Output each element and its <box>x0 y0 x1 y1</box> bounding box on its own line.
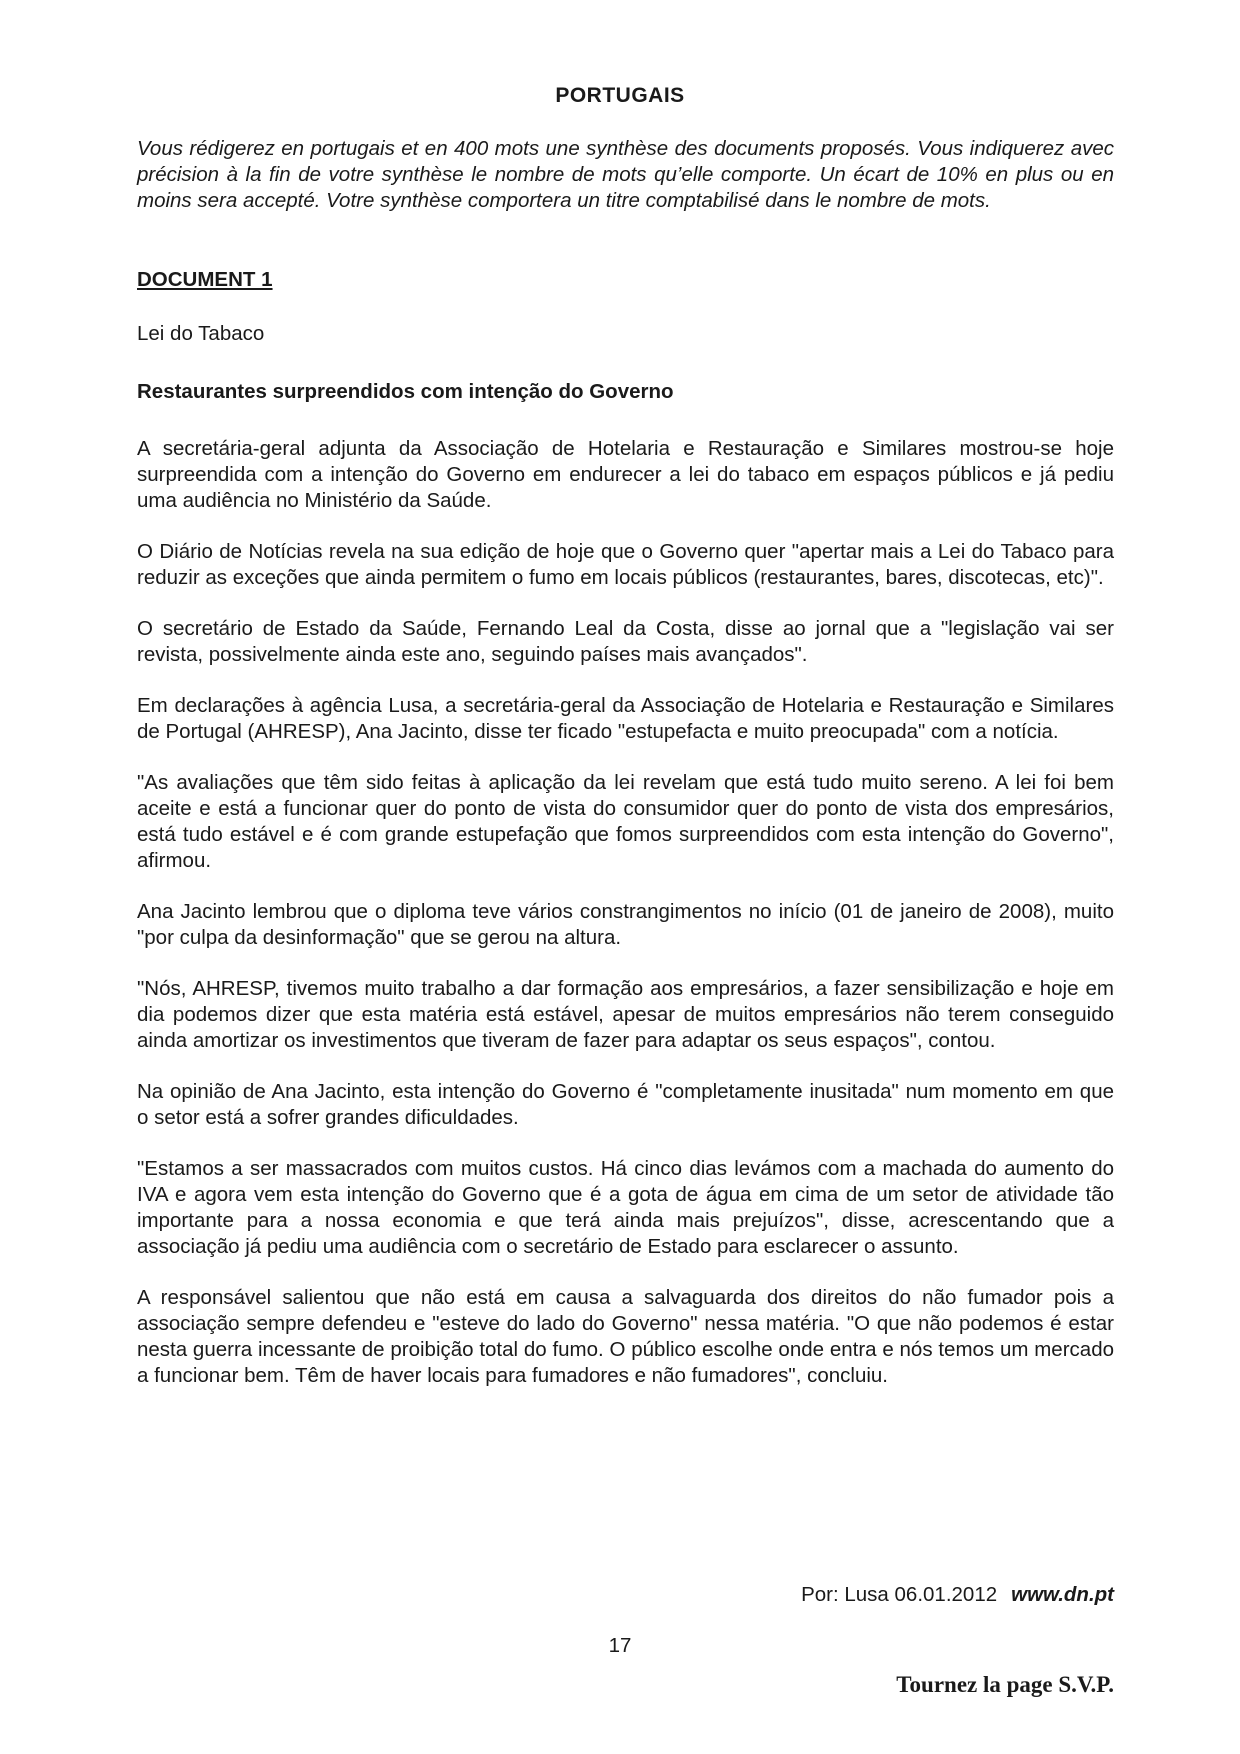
article-body <box>137 436 1114 1414</box>
article-paragraph: "Nós, AHRESP, tivemos muito trabalho a dar formação aos empresários, a fazer sensibilização e hoje em dia podemos dizer que esta matéria está estável, apesar de muitos empresários não terem conseguido ainda amortizar os investimentos que tiveram de fazer para adaptar os seus espaços", contou. <box>137 977 1114 1052</box>
article-paragraph: "As avaliações que têm sido feitas à aplicação da lei revelam que está tudo muito sereno. A lei foi bem aceite e está a funcionar quer do ponto de vista do consumidor quer do ponto de vista dos empresários, está tudo estável e é com grande estupefação que fomos surpreendidos com esta intenção do Governo", afirmou. <box>137 771 1114 872</box>
article-paragraph: A secretária-geral adjunta da Associação de Hotelaria e Restauração e Similares mostrou-se hoje surpreendida com a intenção do Governo em endurecer a lei do tabaco em espaços públicos e já pediu uma audiência no Ministério da Saúde. <box>137 437 1114 512</box>
article-paragraph: Na opinião de Ana Jacinto, esta intenção do Governo é "completamente inusitada" num momento em que o setor está a sofrer grandes dificuldades. <box>137 1080 1114 1129</box>
page-number: 17 <box>608 1634 632 1657</box>
article-paragraph: "Estamos a ser massacrados com muitos custos. Há cinco dias levámos com a machada do aumento do IVA e agora vem esta intenção do Governo que é a gota de água em cima de um setor de atividade tão importante para a nossa economia e que terá ainda mais prejuízos", disse, acrescentando que a associação já pediu uma audiência com o secretário de Estado para esclarecer o assunto. <box>137 1157 1114 1258</box>
page-title: PORTUGAIS <box>555 84 685 107</box>
article-paragraph: O Diário de Notícias revela na sua edição de hoje que o Governo quer "apertar mais a Lei do Tabaco para reduzir as exceções que ainda permitem o fumo em locais públicos (restaurantes, bares, discotecas, etc)". <box>137 540 1114 589</box>
article-paragraph: A responsável salientou que não está em causa a salvaguarda dos direitos do não fumador pois a associação sempre defendeu e "esteve do lado do Governo" nessa matéria. "O que não podemos é estar nesta guerra incessante de proibição total do fumo. O público escolhe onde entra e nós temos um mercado a funcionar bem. Têm de haver locais para fumadores e não fumadores", concluiu. <box>137 1286 1114 1387</box>
document-label: DOCUMENT 1 <box>137 268 273 291</box>
article-paragraph: O secretário de Estado da Saúde, Fernando Leal da Costa, disse ao jornal que a "legislação vai ser revista, possivelmente ainda este ano, seguindo países mais avançados". <box>137 617 1114 666</box>
source-url: www.dn.pt <box>1011 1583 1114 1606</box>
article-paragraph: Ana Jacinto lembrou que o diploma teve vários constrangimentos no início (01 de janeiro de 2008), muito "por culpa da desinformação" que se gerou na altura. <box>137 900 1114 949</box>
instructions-text: Vous rédigerez en portugais et en 400 mots une synthèse des documents proposés. Vous indiquerez avec précision à la fin de votre synthèse le nombre de mots qu’elle comporte. Un écart de 10% en plus ou en moins sera accepté. Votre synthèse comportera un titre comptabilisé dans le nombre de mots. <box>137 137 1114 212</box>
byline-text: Por: Lusa 06.01.2012 <box>801 1583 998 1606</box>
article-headline: Restaurantes surpreendidos com intenção do Governo <box>137 380 674 403</box>
article-byline <box>801 1583 1114 1607</box>
document-subject: Lei do Tabaco <box>137 322 265 345</box>
article-paragraph: Em declarações à agência Lusa, a secretária-geral da Associação de Hotelaria e Restauração e Similares de Portugal (AHRESP), Ana Jacinto, disse ter ficado "estupefacta e muito preocupada" com a notícia. <box>137 694 1114 743</box>
turn-page-note: Tournez la page S.V.P. <box>896 1672 1114 1697</box>
